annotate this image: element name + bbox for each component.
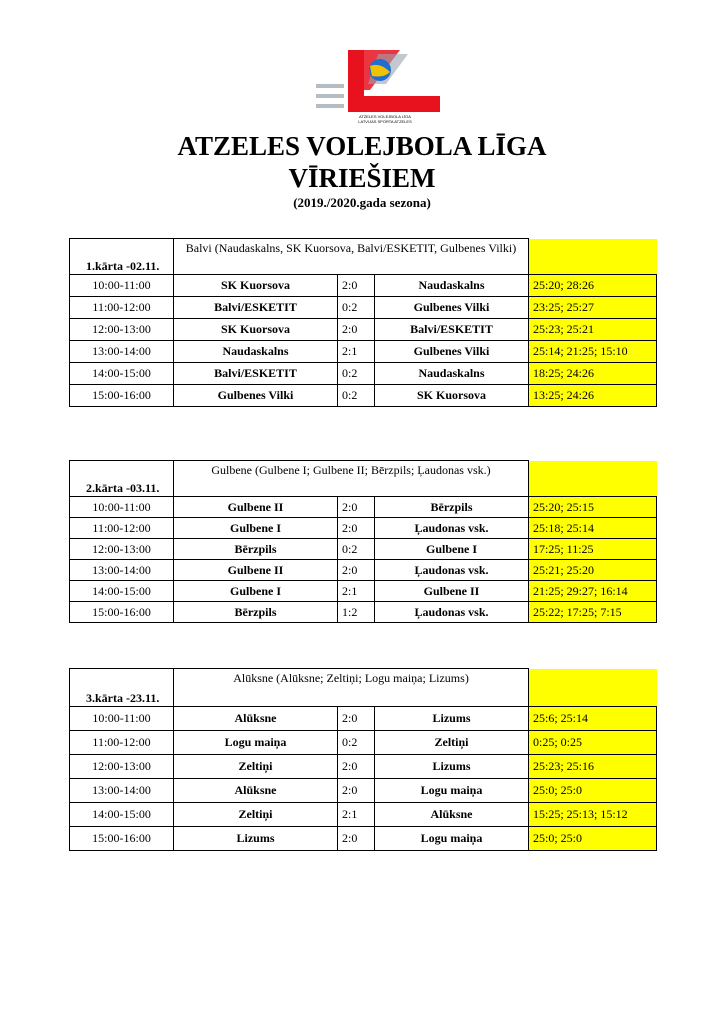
match-time: 13:00-14:00 <box>70 341 174 363</box>
match-time: 15:00-16:00 <box>70 385 174 407</box>
match-row <box>70 539 657 560</box>
sets-header-cell <box>529 669 657 707</box>
match-time: 14:00-15:00 <box>70 803 174 827</box>
away-team: Logu maiņa <box>375 779 529 803</box>
away-team: Gulbene I <box>375 539 529 560</box>
match-score: 0:2 <box>338 385 375 407</box>
match-score: 0:2 <box>338 363 375 385</box>
set-scores: 25:20; 25:15 <box>529 497 657 518</box>
match-row <box>70 275 657 297</box>
set-scores: 25:14; 21:25; 15:10 <box>529 341 657 363</box>
home-team: Zeltiņi <box>174 755 338 779</box>
set-scores: 0:25; 0:25 <box>529 731 657 755</box>
home-team: Gulbene I <box>174 518 338 539</box>
match-time: 12:00-13:00 <box>70 539 174 560</box>
sets-header-cell <box>529 461 657 497</box>
home-team: Alūksne <box>174 707 338 731</box>
match-score: 0:2 <box>338 731 375 755</box>
set-scores: 23:25; 25:27 <box>529 297 657 319</box>
away-team: Lizums <box>375 707 529 731</box>
match-time: 10:00-11:00 <box>70 497 174 518</box>
match-score: 2:0 <box>338 560 375 581</box>
away-team: Logu maiņa <box>375 827 529 851</box>
home-team: Logu maiņa <box>174 731 338 755</box>
home-team: SK Kuorsova <box>174 319 338 341</box>
round-table-2 <box>69 460 657 623</box>
match-score: 0:2 <box>338 297 375 319</box>
set-scores: 25:0; 25:0 <box>529 827 657 851</box>
match-row <box>70 518 657 539</box>
page-title: ATZELES VOLEJBOLA LĪGA <box>177 131 547 161</box>
round-venue: Gulbene (Gulbene I; Gulbene II; Bērzpils; Ļaudonas vsk.) <box>174 461 529 497</box>
match-row <box>70 827 657 851</box>
match-time: 13:00-14:00 <box>70 779 174 803</box>
match-score: 1:2 <box>338 602 375 623</box>
round-table-1 <box>69 238 657 407</box>
round-venue: Balvi (Naudaskalns, SK Kuorsova, Balvi/ESKETIT, Gulbenes Vilki) <box>174 239 529 275</box>
set-scores: 21:25; 29:27; 16:14 <box>529 581 657 602</box>
match-time: 10:00-11:00 <box>70 275 174 297</box>
match-score: 2:0 <box>338 275 375 297</box>
match-score: 2:1 <box>338 803 375 827</box>
home-team: Zeltiņi <box>174 803 338 827</box>
set-scores: 25:23; 25:16 <box>529 755 657 779</box>
match-time: 11:00-12:00 <box>70 297 174 319</box>
home-team: Balvi/ESKETIT <box>174 297 338 319</box>
away-team: Lizums <box>375 755 529 779</box>
set-scores: 25:18; 25:14 <box>529 518 657 539</box>
home-team: Bērzpils <box>174 602 338 623</box>
round-label: 1.kārta -02.11. <box>70 239 174 275</box>
away-team: Naudaskalns <box>375 275 529 297</box>
home-team: Bērzpils <box>174 539 338 560</box>
set-scores: 25:22; 17:25; 7:15 <box>529 602 657 623</box>
away-team: Gulbene II <box>375 581 529 602</box>
set-scores: 25:21; 25:20 <box>529 560 657 581</box>
round-venue: Alūksne (Alūksne; Zeltiņi; Logu maiņa; Lizums) <box>174 669 529 707</box>
away-team: Gulbenes Vilki <box>375 297 529 319</box>
match-time: 11:00-12:00 <box>70 518 174 539</box>
match-row <box>70 341 657 363</box>
match-row <box>70 560 657 581</box>
home-team: Gulbene I <box>174 581 338 602</box>
match-time: 14:00-15:00 <box>70 363 174 385</box>
set-scores: 15:25; 25:13; 15:12 <box>529 803 657 827</box>
away-team: Balvi/ESKETIT <box>375 319 529 341</box>
set-scores: 25:23; 25:21 <box>529 319 657 341</box>
match-row <box>70 602 657 623</box>
match-time: 15:00-16:00 <box>70 827 174 851</box>
away-team: Gulbenes Vilki <box>375 341 529 363</box>
home-team: Gulbenes Vilki <box>174 385 338 407</box>
sets-header-cell <box>529 239 657 275</box>
match-score: 0:2 <box>338 539 375 560</box>
match-time: 14:00-15:00 <box>70 581 174 602</box>
match-row <box>70 363 657 385</box>
match-row <box>70 803 657 827</box>
away-team: Alūksne <box>375 803 529 827</box>
round-table-3 <box>69 668 657 851</box>
match-row <box>70 707 657 731</box>
home-team: Lizums <box>174 827 338 851</box>
away-team: Ļaudonas vsk. <box>375 518 529 539</box>
away-team: Ļaudonas vsk. <box>375 602 529 623</box>
home-team: Balvi/ESKETIT <box>174 363 338 385</box>
match-score: 2:0 <box>338 518 375 539</box>
round-label: 3.kārta -23.11. <box>70 669 174 707</box>
match-score: 2:0 <box>338 755 375 779</box>
match-time: 12:00-13:00 <box>70 319 174 341</box>
match-row <box>70 385 657 407</box>
match-row <box>70 581 657 602</box>
match-row <box>70 755 657 779</box>
set-scores: 25:6; 25:14 <box>529 707 657 731</box>
match-score: 2:0 <box>338 827 375 851</box>
match-time: 12:00-13:00 <box>70 755 174 779</box>
match-row <box>70 497 657 518</box>
logo-stripe <box>316 104 344 108</box>
match-score: 2:0 <box>338 497 375 518</box>
match-score: 2:0 <box>338 707 375 731</box>
logo-caption: ATZELES VOLEJBOLA LĪGA LATVIJAS SPORTA ATZELES <box>358 114 412 124</box>
match-time: 15:00-16:00 <box>70 602 174 623</box>
page-subtitle: VĪRIEŠIEM <box>288 163 436 193</box>
logo-stripe <box>316 94 344 98</box>
home-team: SK Kuorsova <box>174 275 338 297</box>
match-row <box>70 297 657 319</box>
set-scores: 13:25; 24:26 <box>529 385 657 407</box>
home-team: Alūksne <box>174 779 338 803</box>
match-row <box>70 319 657 341</box>
away-team: Ļaudonas vsk. <box>375 560 529 581</box>
league-logo <box>300 44 450 124</box>
logo-red-foot <box>348 96 440 112</box>
logo-stripe <box>316 84 344 88</box>
home-team: Naudaskalns <box>174 341 338 363</box>
match-score: 2:0 <box>338 779 375 803</box>
home-team: Gulbene II <box>174 497 338 518</box>
season-label: (2019./2020.gada sezona) <box>293 195 431 210</box>
away-team: Zeltiņi <box>375 731 529 755</box>
match-row <box>70 779 657 803</box>
match-score: 2:1 <box>338 341 375 363</box>
match-time: 11:00-12:00 <box>70 731 174 755</box>
set-scores: 25:20; 28:26 <box>529 275 657 297</box>
match-row <box>70 731 657 755</box>
match-score: 2:0 <box>338 319 375 341</box>
set-scores: 25:0; 25:0 <box>529 779 657 803</box>
match-time: 10:00-11:00 <box>70 707 174 731</box>
match-time: 13:00-14:00 <box>70 560 174 581</box>
match-score: 2:1 <box>338 581 375 602</box>
away-team: Bērzpils <box>375 497 529 518</box>
away-team: Naudaskalns <box>375 363 529 385</box>
home-team: Gulbene II <box>174 560 338 581</box>
away-team: SK Kuorsova <box>375 385 529 407</box>
round-label: 2.kārta -03.11. <box>70 461 174 497</box>
set-scores: 17:25; 11:25 <box>529 539 657 560</box>
set-scores: 18:25; 24:26 <box>529 363 657 385</box>
